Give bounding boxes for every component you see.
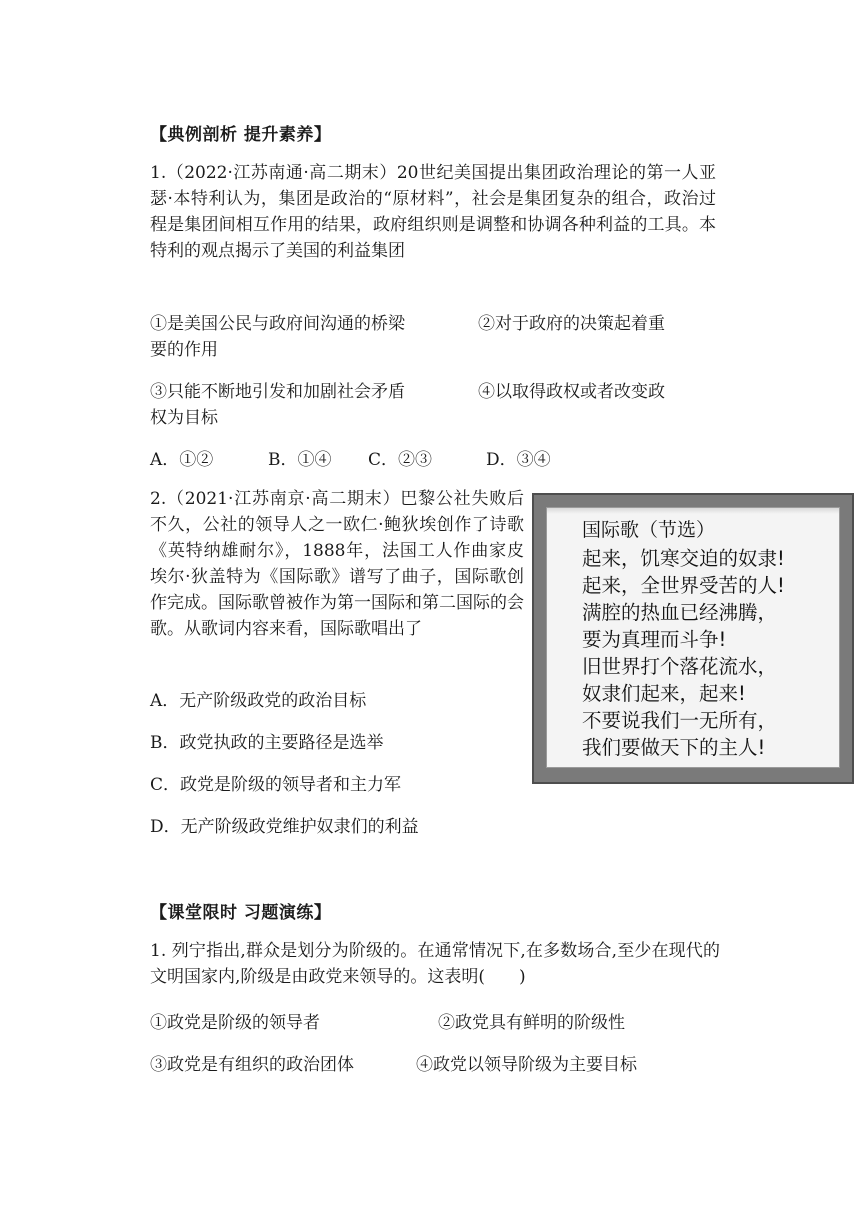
q1-item-4: ④以取得政权或者改变政: [478, 382, 665, 402]
q1-choice-a: A．①②: [150, 450, 214, 470]
lyrics-line: 不要说我们一无所有，: [582, 709, 778, 732]
q2-option-c: C．政党是阶级的领导者和主力军: [150, 775, 402, 795]
lyrics-title: 国际歌（节选）: [582, 519, 716, 541]
section-heading-practice: 【课堂限时 习题演练】: [150, 903, 332, 923]
section-heading-examples: 【典例剖析 提升素养】: [150, 125, 332, 145]
practice-question-1-stem: 1. 列宁指出,群众是划分为阶级的。在通常情况下,在多数场合,至少在现代的文明国家内,阶级是由政党来领导的。这表明( ): [150, 941, 720, 987]
q2-option-a: A．无产阶级政党的政治目标: [150, 691, 367, 711]
q1-item-1: ①是美国公民与政府间沟通的桥梁: [150, 314, 405, 334]
question-2-stem: 2.（2021·江苏南京·高二期末）巴黎公社失败后不久，公社的领导人之一欧仁·鲍狄埃创作了诗歌《英特纳雄耐尔》，1888年，法国工人作曲家皮埃尔·狄盖特为《国际歌》谱写了曲子，国际歌创作完成。国际歌曾被作为第一国际和第二国际的会歌。从歌词内容来看，国际歌唱出了: [150, 489, 524, 639]
lyrics-board-shade: [547, 508, 839, 514]
practice-item-1: ①政党是阶级的领导者: [150, 1013, 320, 1033]
lyrics-line: 起来，饥寒交迫的奴隶!: [582, 547, 785, 570]
lyrics-line: 满腔的热血已经沸腾，: [582, 601, 778, 624]
lyrics-line: 奴隶们起来，起来!: [582, 682, 746, 705]
q1-item-2-continued: 要的作用: [150, 340, 218, 360]
q1-item-2: ②对于政府的决策起着重: [478, 314, 665, 334]
lyrics-line: 旧世界打个落花流水，: [582, 655, 778, 678]
q1-choice-b: B．①④: [268, 450, 332, 470]
q1-item-3: ③只能不断地引发和加剧社会矛盾: [150, 382, 405, 402]
q1-item-4-continued: 权为目标: [150, 408, 218, 428]
q1-choice-c: C．②③: [368, 450, 433, 470]
practice-item-3: ③政党是有组织的政治团体: [150, 1055, 354, 1075]
q2-option-b: B．政党执政的主要路径是选举: [150, 733, 384, 753]
q2-option-d: D．无产阶级政党维护奴隶们的利益: [150, 817, 419, 837]
lyrics-line: 要为真理而斗争!: [582, 628, 727, 651]
q1-choice-d: D．③④: [486, 450, 551, 470]
lyrics-line: 起来，全世界受苦的人!: [582, 574, 785, 597]
question-1-stem: 1.（2022·江苏南通·高二期末）20世纪美国提出集团政治理论的第一人亚瑟·本特利认为，集团是政治的“原材料”，社会是集团复杂的组合，政治过程是集团间相互作用的结果，政府组织则是调整和协调各种利益的工具。本特利的观点揭示了美国的利益集团: [150, 163, 716, 261]
practice-item-4: ④政党以领导阶级为主要目标: [416, 1055, 637, 1075]
practice-item-2: ②政党具有鲜明的阶级性: [438, 1013, 625, 1033]
lyrics-line: 我们要做天下的主人!: [582, 736, 766, 759]
